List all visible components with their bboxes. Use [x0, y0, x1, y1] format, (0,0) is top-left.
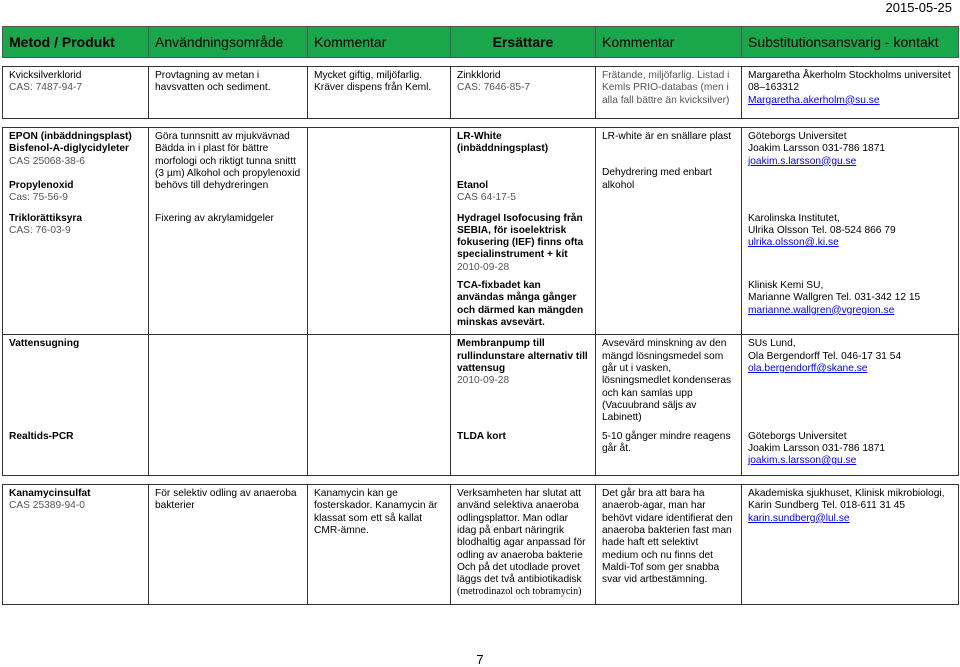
header-anvandningsomrade: Användningsområde	[149, 27, 308, 58]
contact-email-link[interactable]: joakim.s.larsson@gu.se	[748, 455, 857, 467]
contact-org: Göteborgs Universitet	[748, 430, 847, 442]
cell-contact	[742, 428, 959, 476]
cell-contact	[742, 277, 959, 335]
cas-number: CAS 25068-38-6	[9, 155, 85, 167]
replacement-text: Membranpump till rullindunstare alternativ till vattensug	[457, 338, 588, 375]
replacement-date: 2010-09-28	[457, 261, 510, 273]
cell-product	[3, 277, 149, 335]
cell-comment	[308, 210, 451, 277]
cell-comment-2	[596, 210, 742, 277]
cell-replacement: TCA-fixbadet kan användas många gånger och därmed kan mängden minskas avsevärt.	[451, 277, 596, 335]
table-row	[3, 128, 959, 210]
table-row	[3, 428, 959, 476]
table-row	[3, 210, 959, 277]
table-header-row	[3, 27, 959, 58]
contact-email-link[interactable]: Margaretha.akerholm@su.se	[748, 94, 880, 106]
cell-usage: För selektiv odling av anaeroba bakterier	[149, 485, 308, 605]
cell-product: Realtids-PCR	[3, 428, 149, 476]
cell-comment: Mycket giftig, miljöfarlig. Kräver dispens från Keml.	[308, 67, 451, 119]
page-number: 7	[476, 652, 484, 667]
cas-number: CAS: 7487-94-7	[9, 82, 83, 94]
cell-comment	[308, 128, 451, 210]
replacement-name: LR-White (inbäddningsplast)	[457, 131, 549, 155]
cas-number: CAS: 7646-85-7	[457, 82, 531, 94]
contact-org: Klinisk Kemi SU,	[748, 279, 824, 291]
cell-comment	[308, 277, 451, 335]
product-name: EPON (inbäddningsplast)	[9, 131, 132, 142]
cell-comment-2	[596, 128, 742, 210]
table-row	[3, 277, 959, 335]
product-name: Bisfenol-A-diglycidyleter	[9, 143, 130, 155]
cas-number: Cas: 75-56-9	[9, 192, 68, 204]
contact-org: Göteborgs Universitet	[748, 131, 847, 142]
replacement-name: Etanol	[457, 179, 489, 191]
contact-person: Ola Bergendorff Tel. 046-17 31 54	[748, 350, 902, 362]
document-date: 2015-05-25	[885, 0, 952, 15]
cell-comment-2: Frätande, miljöfarlig. Listad i Kemls PRIO-databas (men i alla fall bättre än kvicksilver)	[596, 67, 742, 119]
header-kommentar-2: Kommentar	[596, 27, 742, 58]
comment-text: LR-white är en snällare plast	[602, 131, 732, 142]
replacement-note: (metrodinazol och tobramycin)	[457, 586, 582, 598]
contact-email-link[interactable]: joakim.s.larsson@gu.se	[748, 155, 857, 167]
contact-email-link[interactable]: karin.sundberg@lul.se	[748, 512, 850, 524]
cas-number: CAS 64-17-5	[457, 191, 516, 203]
cell-usage: Provtagning av metan i havsvatten och sediment.	[149, 67, 308, 119]
substitution-table	[2, 26, 959, 605]
product-name: Kanamycinsulfat	[9, 488, 91, 500]
contact-email-link[interactable]: ulrika.olsson@.ki.se	[748, 237, 839, 249]
contact-person: Ulrika Olsson Tel. 08-524 866 79	[748, 224, 896, 236]
cell-contact	[742, 485, 959, 605]
contact-person: Joakim Larsson 031-786 1871	[748, 442, 886, 454]
cell-comment-2: Det går bra att bara ha anaerob-agar, man har behövt vidare identifierat den anaeroba bakterien fast man hade haft ett selektivt medium och nu finns det Maldi-Tof som ger snabba svar vid artbestämning.	[596, 485, 742, 605]
product-name: Propylenoxid	[9, 179, 74, 191]
cell-comment: Kanamycin kan ge fosterskador. Kanamycin är klassat som ett så kallat CMR-ämne.	[308, 485, 451, 605]
product-name: Triklorättiksyra	[9, 212, 83, 224]
cell-product	[3, 485, 149, 605]
contact-email-link[interactable]: ola.bergendorff@skane.se	[748, 363, 868, 375]
contact-person: Joakim Larsson 031-786 1871	[748, 143, 886, 155]
cell-product: Vattensugning	[3, 335, 149, 428]
cell-usage	[149, 277, 308, 335]
contact-org: SUs Lund,	[748, 338, 796, 350]
cell-comment-2	[596, 277, 742, 335]
cell-comment	[308, 428, 451, 476]
header-metod-produkt: Metod / Produkt	[3, 27, 149, 58]
cell-replacement	[451, 485, 596, 605]
cell-replacement: TLDA kort	[451, 428, 596, 476]
cell-contact	[742, 128, 959, 210]
product-name: Kvicksilverklorid	[9, 70, 82, 81]
cell-product	[3, 210, 149, 277]
cell-contact	[742, 210, 959, 277]
cell-comment-2: Avsevärd minskning av den mängd lösningsmedel som går ut i vasken, lösningsmedlet kondenseras och kan samlas upp (Vacuubrand säljs av Labinett)	[596, 335, 742, 428]
cell-contact	[742, 67, 959, 119]
cell-comment-2: 5-10 gånger mindre reagens går åt.	[596, 428, 742, 476]
cell-product	[3, 67, 149, 119]
cell-comment	[308, 335, 451, 428]
table-row	[3, 485, 959, 605]
cas-number: CAS 25389-94-0	[9, 500, 85, 512]
contact-info: Akademiska sjukhuset, Klinisk mikrobiologi, Karin Sundberg Tel. 018-611 31 45	[748, 488, 945, 512]
replacement-date: 2010-09-28	[457, 375, 510, 387]
table-row	[3, 67, 959, 119]
replacement-text: Verksamheten har slutat att använd selektiva anaeroba odlingsplattor. Man odlar idag på enbart näringrik blodhaltig agar anpassad för odling av anaeroba bakterie Och på det utodlade provet läggs det två antibiotikadisk	[457, 488, 586, 586]
contact-info: Margaretha Åkerholm Stockholms universitet 08–163312	[748, 70, 951, 94]
replacement-name: Zinkklorid	[457, 70, 501, 81]
cell-product	[3, 128, 149, 210]
cell-usage: Fixering av akrylamidgeler	[149, 210, 308, 277]
table-row	[3, 335, 959, 428]
cell-usage	[149, 428, 308, 476]
header-kommentar-1: Kommentar	[308, 27, 451, 58]
comment-text: Dehydrering med enbart alkohol	[602, 167, 712, 191]
cell-contact	[742, 335, 959, 428]
contact-person: Marianne Wallgren Tel. 031-342 12 15	[748, 292, 921, 304]
cell-replacement	[451, 67, 596, 119]
cell-usage: Göra tunnsnitt av mjukvävnad Bädda in i plast för bättre morfologi och riktigt tunna snittt (3 µm) Alkohol och propylenoxid behövs till dehydreringen	[149, 128, 308, 210]
cell-usage	[149, 335, 308, 428]
header-ersattare: Ersättare	[451, 27, 596, 58]
replacement-text: Hydragel Isofocusing från SEBIA, för isoelektrisk fokusering (IEF) finns ofta specialinstrument + kit	[457, 212, 584, 261]
contact-email-link[interactable]: marianne.wallgren@vgregion.se	[748, 304, 895, 316]
cell-replacement	[451, 335, 596, 428]
contact-org: Karolinska Institutet,	[748, 212, 840, 224]
cell-replacement	[451, 128, 596, 210]
cas-number: CAS: 76-03-9	[9, 224, 71, 236]
cell-replacement	[451, 210, 596, 277]
header-substitutionsansvarig: Substitutionsansvarig - kontakt	[742, 27, 959, 58]
